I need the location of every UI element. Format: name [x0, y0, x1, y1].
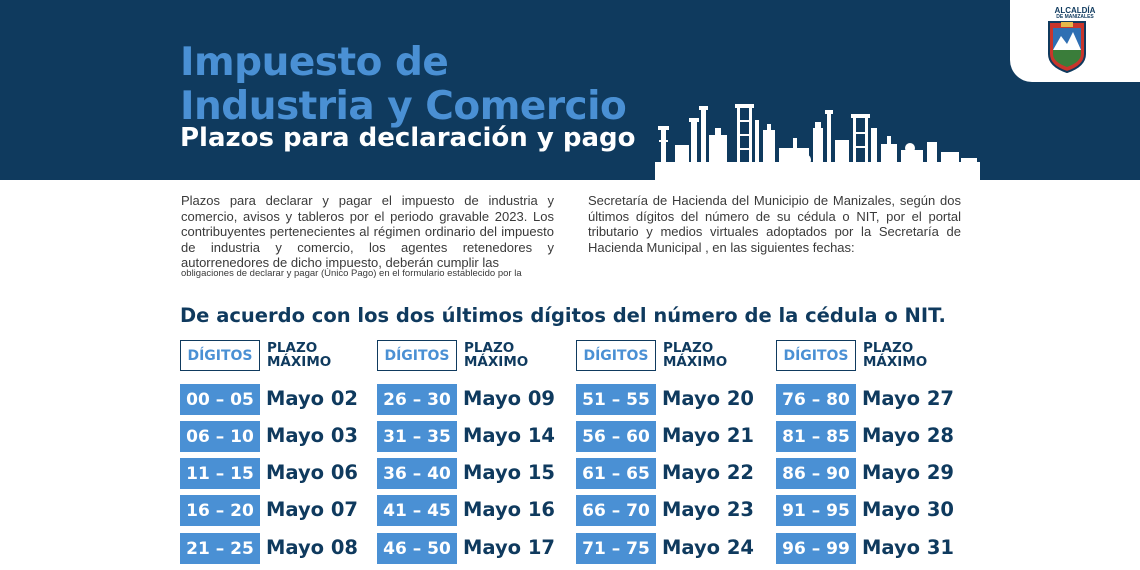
deadline-date: Mayo 28 [862, 424, 954, 447]
digits-range: 76 – 80 [776, 384, 856, 415]
digits-range: 06 – 10 [180, 421, 260, 452]
plazo-header [464, 342, 528, 369]
deadline-date: Mayo 24 [662, 536, 754, 559]
deadline-date: Mayo 03 [266, 424, 358, 447]
digits-range: 51 – 55 [576, 384, 656, 415]
deadline-date: Mayo 29 [862, 461, 954, 484]
digits-range: 61 – 65 [576, 458, 656, 489]
page-subtitle: Plazos para declaración y pago [180, 123, 636, 153]
header-banner [0, 0, 1140, 180]
table-row [180, 533, 370, 564]
industrial-skyline-icon [655, 100, 980, 180]
deadline-date: Mayo 22 [662, 461, 754, 484]
digits-range: 11 – 15 [180, 458, 260, 489]
table-row [180, 495, 370, 526]
deadline-date: Mayo 17 [463, 536, 555, 559]
digits-range: 26 – 30 [377, 384, 457, 415]
deadline-date: Mayo 06 [266, 461, 358, 484]
maximo-label: MÁXIMO [267, 353, 332, 370]
table-row [776, 533, 966, 564]
digits-range: 46 – 50 [377, 533, 457, 564]
digits-header: DÍGITOS [776, 340, 856, 371]
digits-range: 71 – 75 [576, 533, 656, 564]
digits-range: 41 – 45 [377, 495, 457, 526]
logo-container [1010, 0, 1140, 82]
deadline-column [576, 340, 766, 570]
plazo-header [863, 342, 927, 369]
logo-text: ALCALDÍA [1054, 6, 1096, 15]
digits-range: 81 – 85 [776, 421, 856, 452]
digits-range: 56 – 60 [576, 421, 656, 452]
deadline-date: Mayo 15 [463, 461, 555, 484]
plazo-label: PLAZO [663, 340, 714, 356]
table-row [576, 384, 766, 415]
deadline-date: Mayo 16 [463, 498, 555, 521]
page-title-line2: Industria y Comercio [180, 84, 627, 129]
table-row [776, 458, 966, 489]
deadline-column [776, 340, 966, 570]
plazo-label: PLAZO [863, 340, 914, 356]
table-row [776, 384, 966, 415]
digits-range: 91 – 95 [776, 495, 856, 526]
plazo-label: PLAZO [267, 340, 318, 356]
deadline-date: Mayo 14 [463, 424, 555, 447]
deadline-date: Mayo 23 [662, 498, 754, 521]
deadline-date: Mayo 27 [862, 387, 954, 410]
maximo-label: MÁXIMO [464, 353, 529, 370]
digits-range: 16 – 20 [180, 495, 260, 526]
table-row [180, 458, 370, 489]
digits-range: 86 – 90 [776, 458, 856, 489]
digits-range: 21 – 25 [180, 533, 260, 564]
digits-header: DÍGITOS [377, 340, 457, 371]
deadline-column [180, 340, 370, 570]
deadline-date: Mayo 30 [862, 498, 954, 521]
deadline-date: Mayo 21 [662, 424, 754, 447]
table-row [576, 458, 766, 489]
deadline-date: Mayo 09 [463, 387, 555, 410]
digits-range: 31 – 35 [377, 421, 457, 452]
table-row [377, 384, 567, 415]
table-row [576, 495, 766, 526]
digits-range: 00 – 05 [180, 384, 260, 415]
digits-header: DÍGITOS [576, 340, 656, 371]
page-title-line1: Impuesto de [180, 40, 449, 85]
table-row [180, 384, 370, 415]
table-row [576, 533, 766, 564]
deadline-date: Mayo 07 [266, 498, 358, 521]
deadline-date: Mayo 31 [862, 536, 954, 559]
table-heading: De acuerdo con los dos últimos dígitos del número de la cédula o NIT. [180, 304, 946, 327]
table-row [776, 495, 966, 526]
digits-range: 66 – 70 [576, 495, 656, 526]
table-row [776, 421, 966, 452]
digits-header: DÍGITOS [180, 340, 260, 371]
digits-range: 96 – 99 [776, 533, 856, 564]
digits-range: 36 – 40 [377, 458, 457, 489]
maximo-label: MÁXIMO [663, 353, 728, 370]
plazo-header [663, 342, 727, 369]
intro-paragraph-right: Secretaría de Hacienda del Municipio de Manizales, según dos últimos dígitos del número de su cédula o NIT, por el portal tributario y medios virtuales adoptados por la Secretaría de Hacienda Municipal , en las siguientes fechas: [588, 193, 961, 255]
table-row [377, 421, 567, 452]
table-row [377, 533, 567, 564]
deadline-date: Mayo 08 [266, 536, 358, 559]
plazo-label: PLAZO [464, 340, 515, 356]
plazo-header [267, 342, 331, 369]
table-row [377, 458, 567, 489]
deadline-column [377, 340, 567, 570]
deadline-date: Mayo 02 [266, 387, 358, 410]
table-row [377, 495, 567, 526]
deadline-date: Mayo 20 [662, 387, 754, 410]
logo-subtext: DE MANIZALES [1056, 14, 1094, 20]
intro-paragraph-left-small: obligaciones de declarar y pagar (Único Pago) en el formulario establecido por la [181, 268, 522, 279]
intro-paragraph-left: Plazos para declarar y pagar el impuesto de industria y comercio, avisos y tableros por el periodo gravable 2023. Los contribuyentes pertenecientes al régimen ordinario del impuesto de industria y comercio, los agentes retenedores y autorrenedores de dicho impuesto, deberán cumplir las [181, 193, 554, 270]
maximo-label: MÁXIMO [863, 353, 928, 370]
coat-of-arms-icon [1047, 20, 1087, 74]
table-row [180, 421, 370, 452]
table-row [576, 421, 766, 452]
